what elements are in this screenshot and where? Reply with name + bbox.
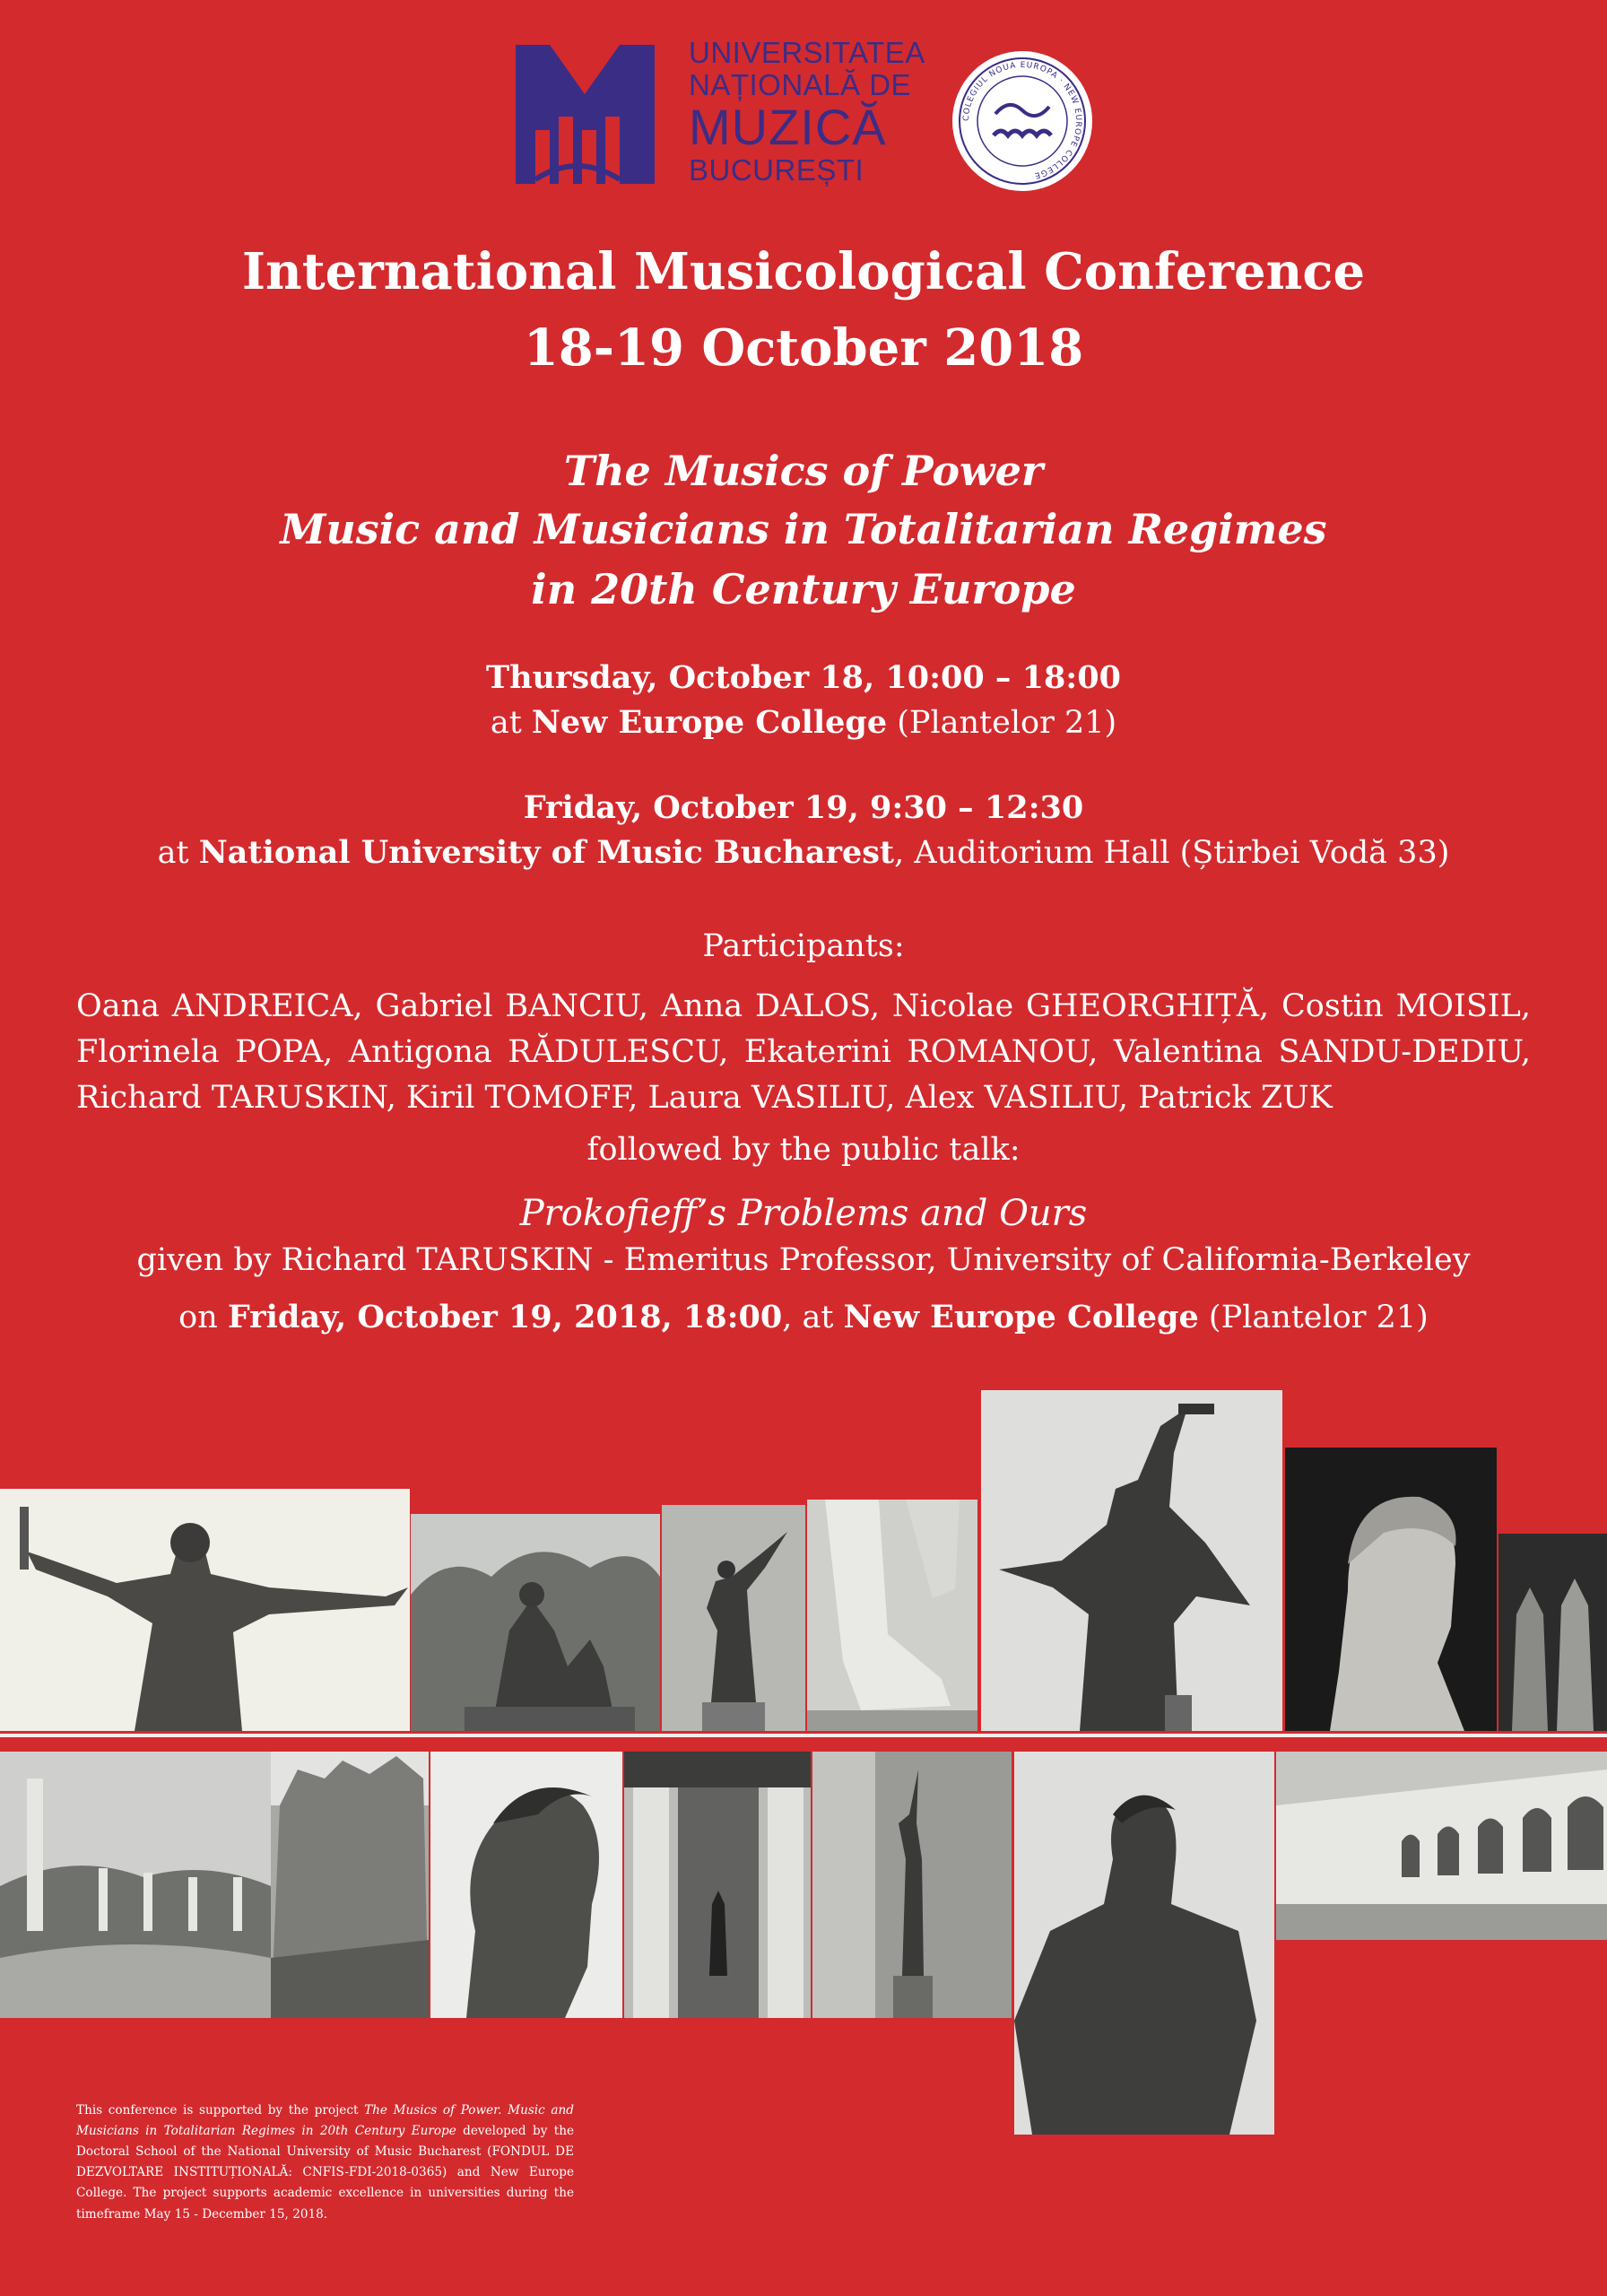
university-name-line-4: BUCUREȘTI bbox=[689, 153, 864, 187]
public-talk-when: on Friday, October 19, 2018, 18:00, at New Europe College (Plantelor 21) bbox=[178, 1299, 1429, 1335]
seal-ring-text: COLEGIUL NOUA EUROPA · NEW EUROPE COLLEGE bbox=[961, 60, 1083, 180]
photo-female-statue-niche bbox=[812, 1752, 1012, 2018]
participants-list: Oana ANDREICA, Gabriel BANCIU, Anna DALOS, Nicolae GHEORGHIȚĂ, Costin MOISIL, Florinela POPA, Antigona RĂDULESCU, Ekaterini ROMANOU, Valentina SANDU-DEDIU, Richard TARUSKIN, Kiril TOMOFF, Laura VASILIU, Alex VASILIU, Patrick ZUK bbox=[76, 988, 1531, 1116]
day2-venue: National University of Music Bucharest bbox=[198, 834, 895, 871]
photo-torch-bearer-statue bbox=[0, 1489, 410, 1731]
participants-label: Participants: bbox=[702, 928, 905, 964]
university-logo-mark bbox=[516, 45, 655, 184]
university-name-line-3: MUZICĂ bbox=[689, 99, 887, 155]
day2-venue-line: at National University of Music Bucharest, Auditorium Hall (Știrbei Vodă 33) bbox=[157, 834, 1450, 871]
university-name-line-1: UNIVERSITATEA bbox=[689, 36, 925, 69]
theme-line-2: Music and Musicians in Totalitarian Regimes bbox=[280, 505, 1327, 553]
public-talk-intro: followed by the public talk: bbox=[586, 1132, 1021, 1168]
support-footnote: This conference is supported by the project The Musics of Power. Music and Musicians in Totalitarian Regimes in 20th Century Europe developed by the Doctoral School of the National University of Music Bucharest (FONDUL DE DEZVOLTARE INSTITUȚIONALĂ: CNFIS-FDI-2018-0365) and New Europe College. The project supports academic excellence in universities during the timeframe May 15 - December 15, 2018. bbox=[76, 2103, 575, 2222]
day2-when: Friday, October 19, 9:30 – 12:30 bbox=[523, 789, 1084, 826]
photo-stadium-statues bbox=[0, 1752, 271, 2018]
photo-colonnade-statue bbox=[624, 1752, 811, 2018]
conference-dates: 18-19 October 2018 bbox=[523, 318, 1084, 378]
theme-line-1: The Musics of Power bbox=[563, 447, 1044, 495]
photo-worker-kolkhoz-woman bbox=[981, 1390, 1282, 1731]
day1-venue-line: at New Europe College (Plantelor 21) bbox=[490, 704, 1117, 741]
theme-line-3: in 20th Century Europe bbox=[531, 565, 1076, 613]
collage-divider-line bbox=[0, 1734, 1607, 1737]
university-name-line-2: NAȚIONALĂ DE bbox=[689, 68, 912, 101]
project-title-italic: The Musics of Power. Music and Musicians in Totalitarian Regimes in 20th Century Europe bbox=[76, 2103, 574, 2139]
photo-square-colosseum-arches bbox=[1276, 1752, 1607, 1940]
public-talk-speaker: given by Richard TARUSKIN - Emeritus Professor, University of California-Berkeley bbox=[136, 1242, 1471, 1278]
photo-athlete-bust-statue bbox=[1014, 1752, 1274, 2135]
conference-title: International Musicological Conference bbox=[241, 242, 1366, 301]
photo-sword-raising-statue bbox=[662, 1505, 805, 1731]
public-talk-title: Prokofieff’s Problems and Ours bbox=[519, 1193, 1088, 1234]
university-name bbox=[689, 36, 925, 187]
photo-two-figures-statues bbox=[1498, 1534, 1607, 1731]
new-europe-college-seal bbox=[951, 49, 1094, 193]
day1-when: Thursday, October 18, 10:00 – 18:00 bbox=[486, 659, 1121, 696]
photo-heroic-head-bust bbox=[1285, 1448, 1497, 1731]
photo-monumental-relief bbox=[271, 1752, 429, 2018]
photo-statue-feet bbox=[807, 1500, 977, 1731]
day1-venue: New Europe College bbox=[531, 704, 888, 741]
photo-mother-child-monument bbox=[411, 1514, 660, 1731]
photo-shouting-head-sculpture bbox=[430, 1752, 622, 2018]
